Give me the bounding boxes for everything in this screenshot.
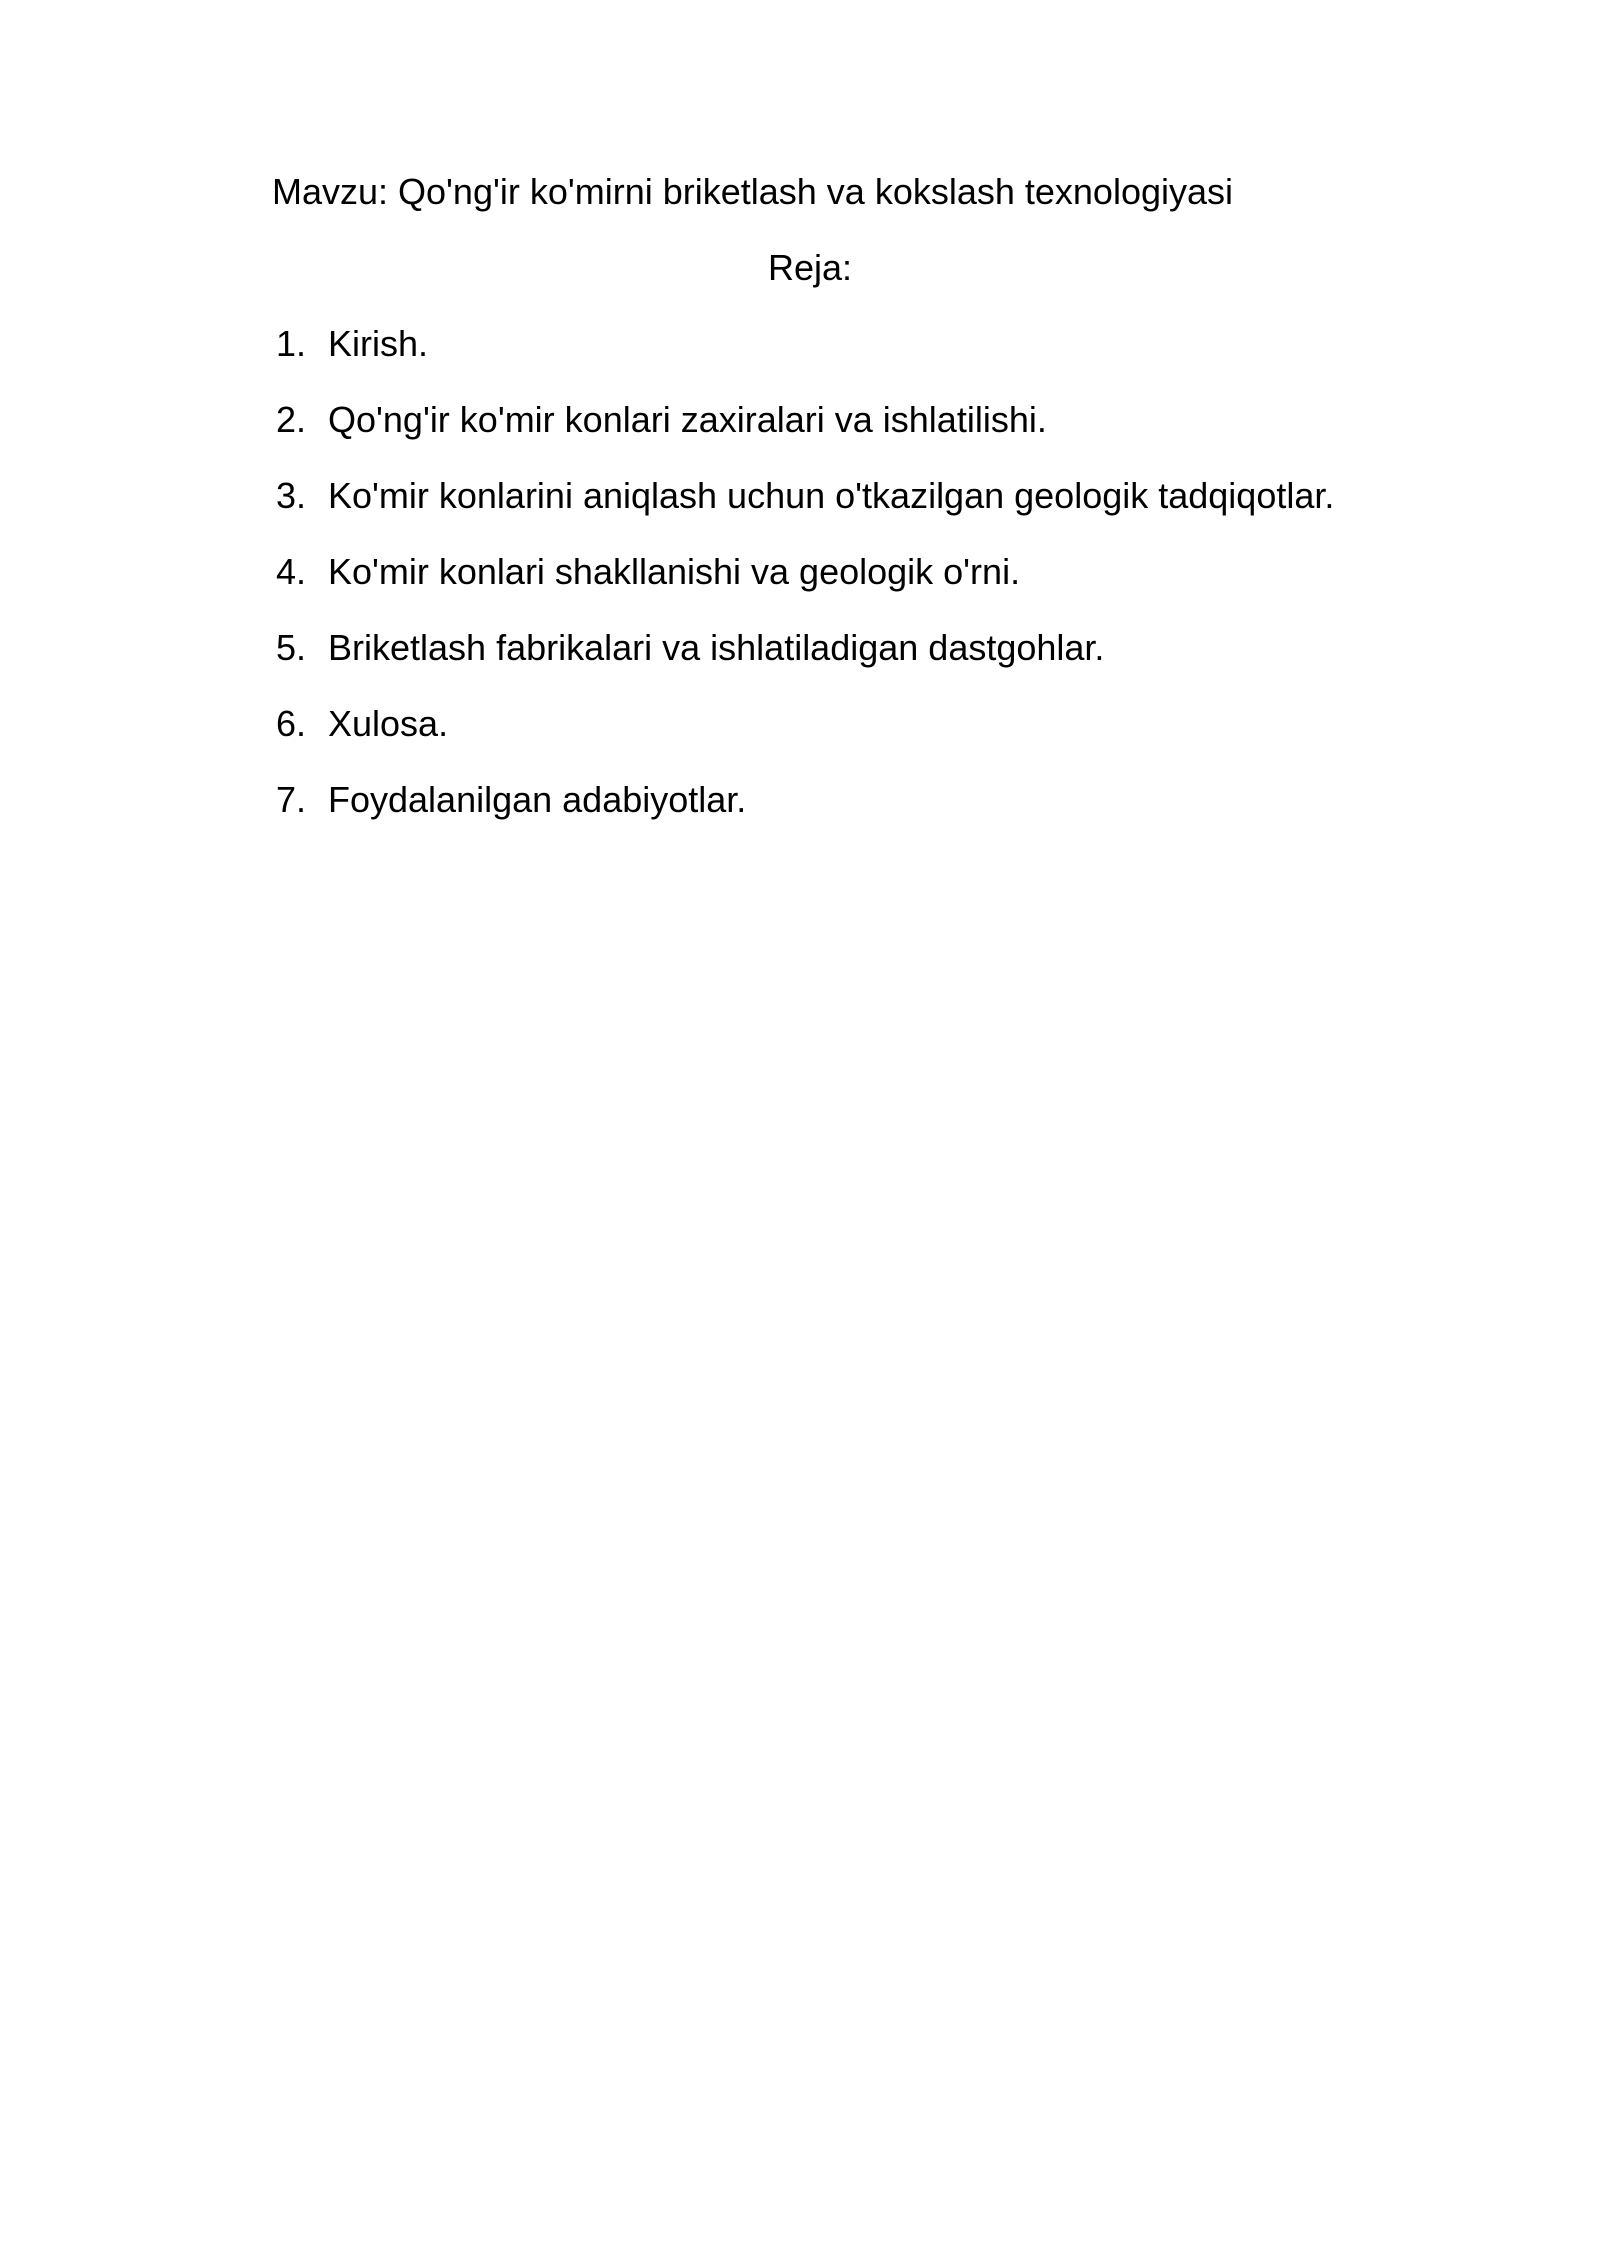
plan-item-7 <box>276 776 1334 824</box>
plan-item-text: Ko'mir konlarini aniqlash uchun o'tkazilgan geologik tadqiqotlar. <box>328 475 1335 516</box>
plan-item-3 <box>276 472 1334 520</box>
plan-item-4 <box>276 548 1334 596</box>
plan-item-number: 5. <box>276 627 307 668</box>
plan-item-2 <box>276 396 1334 444</box>
plan-heading: Reja: <box>767 247 853 288</box>
plan-item-number: 1. <box>276 323 307 364</box>
plan-item-text: Qo'ng'ir ko'mir konlari zaxiralari va ishlatilishi. <box>328 399 1047 440</box>
plan-item-number: 3. <box>276 475 307 516</box>
document-topic: Mavzu: Qo'ng'ir ko'mirni briketlash va kokslash texnologiyasi <box>272 171 1234 212</box>
plan-item-text: Foydalanilgan adabiyotlar. <box>328 779 747 820</box>
plan-item-text: Ko'mir konlari shakllanishi va geologik o'rni. <box>328 551 1021 592</box>
plan-item-5 <box>276 624 1334 672</box>
plan-item-number: 7. <box>276 779 307 820</box>
plan-item-6 <box>276 700 1334 748</box>
plan-item-text: Briketlash fabrikalari va ishlatiladigan dastgohlar. <box>328 627 1105 668</box>
plan-item-text: Kirish. <box>328 323 429 364</box>
plan-item-number: 4. <box>276 551 307 592</box>
plan-item-text: Xulosa. <box>328 703 449 744</box>
plan-item-number: 2. <box>276 399 307 440</box>
plan-list <box>276 320 1334 852</box>
plan-item-1 <box>276 320 1334 368</box>
plan-item-number: 6. <box>276 703 307 744</box>
